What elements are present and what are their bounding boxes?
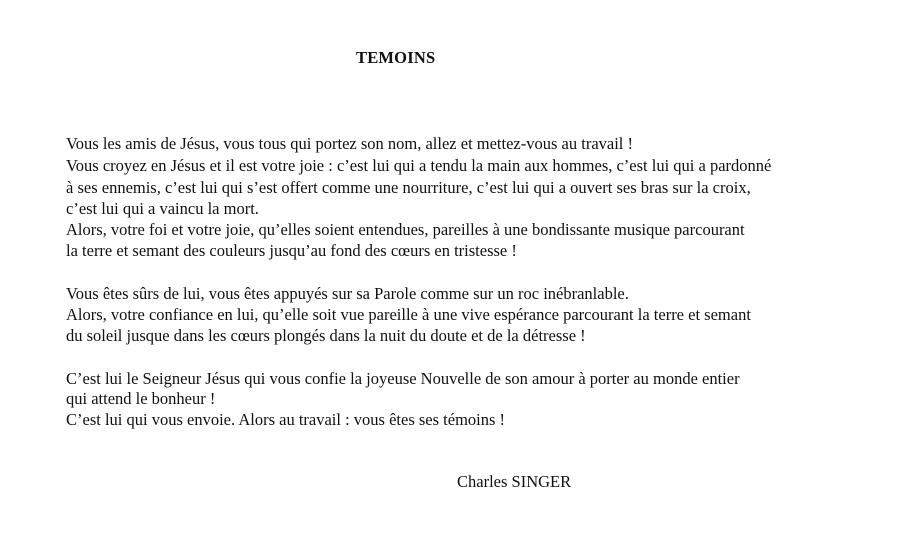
text-line: à ses ennemis, c’est lui qui s’est offert comme une nourriture, c’est lui qui a ouvert ses bras sur la croix,: [66, 178, 751, 197]
text-line: qui attend le bonheur !: [66, 389, 216, 408]
text-line: Vous croyez en Jésus et il est votre joie : c’est lui qui a tendu la main aux hommes, c’est lui qui a pardonné: [66, 156, 772, 175]
text-line: C’est lui le Seigneur Jésus qui vous confie la joyeuse Nouvelle de son amour à porter au monde entier: [66, 369, 740, 388]
text-line: Alors, votre confiance en lui, qu’elle soit vue pareille à une vive espérance parcourant la terre et semant: [66, 305, 751, 324]
text-line: c’est lui qui a vaincu la mort.: [66, 199, 259, 218]
text-line: Vous les amis de Jésus, vous tous qui portez son nom, allez et mettez-vous au travail !: [66, 134, 634, 153]
text-line: du soleil jusque dans les cœurs plongés dans la nuit du doute et de la détresse !: [66, 326, 586, 345]
author-signature: Charles SINGER: [457, 472, 572, 491]
text-line: Vous êtes sûrs de lui, vous êtes appuyés sur sa Parole comme sur un roc inébranlable.: [66, 284, 629, 303]
document-title: TEMOINS: [356, 48, 436, 67]
text-line: C’est lui qui vous envoie. Alors au travail : vous êtes ses témoins !: [66, 410, 506, 429]
text-line: la terre et semant des couleurs jusqu’au fond des cœurs en tristesse !: [66, 241, 517, 260]
text-line: Alors, votre foi et votre joie, qu’elles soient entendues, pareilles à une bondissante musique parcourant: [66, 220, 745, 239]
